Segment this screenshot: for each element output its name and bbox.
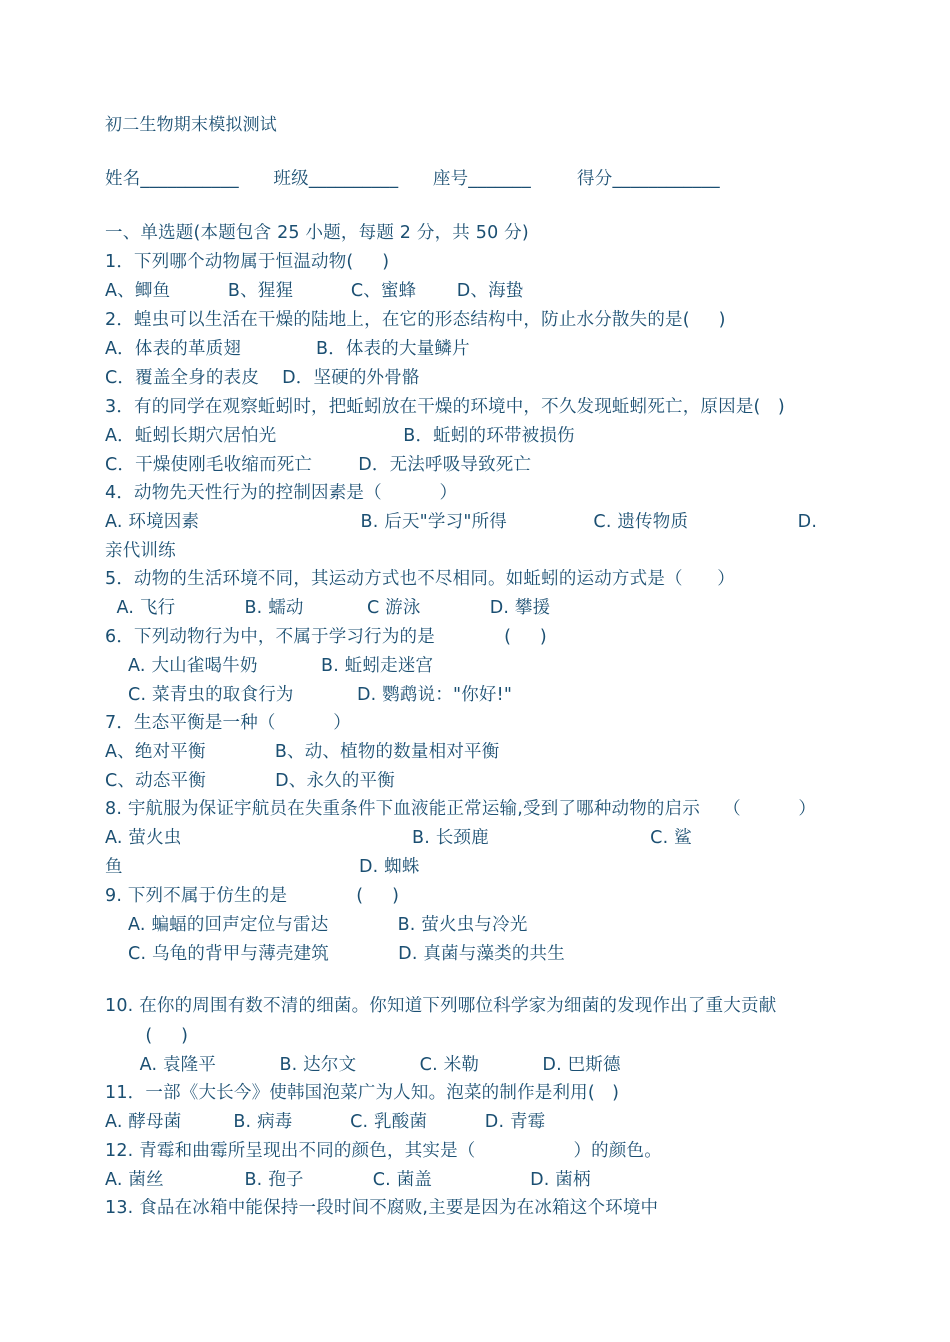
- option-line: 亲代训练: [105, 541, 176, 561]
- option-line: C．干燥使刚毛收缩而死亡 D．无法呼吸导致死亡: [105, 455, 532, 475]
- student-info-fields: 姓名___________ 班级__________ 座号_______ 得分____________: [105, 169, 720, 189]
- question-line: 1．下列哪个动物属于恒温动物( ): [105, 252, 390, 272]
- option-line: C．覆盖全身的表皮 D．坚硬的外骨骼: [105, 368, 420, 388]
- question-line: 12. 青霉和曲霉所呈现出不同的颜色，其实是（ ）的颜色。: [105, 1141, 662, 1161]
- option-line: A. 环境因素 B. 后天"学习"所得 C. 遗传物质 D.: [105, 512, 818, 532]
- exam-title: 初二生物期末模拟测试: [105, 115, 277, 135]
- question-line: 10. 在你的周围有数不清的细菌。你知道下列哪位科学家为细菌的发现作出了重大贡献: [105, 996, 777, 1016]
- question-line: 6．下列动物行为中，不属于学习行为的是 ( ): [105, 627, 547, 647]
- option-line: C. 菜青虫的取食行为 D. 鹦鹉说："你好!": [105, 685, 513, 705]
- question-line: 5．动物的生活环境不同，其运动方式也不尽相同。如蚯蚓的运动方式是（ ）: [105, 569, 736, 589]
- option-line: A. 菌丝 B. 孢子 C. 菌盖 D. 菌柄: [105, 1170, 591, 1190]
- option-line: A．蚯蚓长期穴居怕光 B．蚯蚓的环带被损伤: [105, 426, 575, 446]
- question-line: 4．动物先天性行为的控制因素是（ ）: [105, 483, 458, 503]
- question-line: 7．生态平衡是一种（ ）: [105, 713, 351, 733]
- question-line: 11．一部《大长今》使韩国泡菜广为人知。泡菜的制作是利用( ): [105, 1083, 620, 1103]
- option-line: 鱼 D. 蜘蛛: [105, 857, 420, 877]
- option-line: A. 蝙蝠的回声定位与雷达 B. 萤火虫与冷光: [105, 915, 528, 935]
- question-line: 2．蝗虫可以生活在干燥的陆地上，在它的形态结构中，防止水分散失的是( ): [105, 310, 726, 330]
- option-line: A. 袁隆平 B. 达尔文 C. 米勒 D. 巴斯德: [105, 1055, 621, 1075]
- question-line: 8. 宇航服为保证宇航员在失重条件下血液能正常运输,受到了哪种动物的启示 （ ）: [105, 799, 817, 819]
- option-line: C、动态平衡 D、永久的平衡: [105, 771, 395, 791]
- option-line: A．体表的革质翅 B．体表的大量鳞片: [105, 339, 470, 359]
- question-line: 3．有的同学在观察蚯蚓时，把蚯蚓放在干燥的环境中，不久发现蚯蚓死亡，原因是( ): [105, 397, 785, 417]
- option-line: A、绝对平衡 B、动、植物的数量相对平衡: [105, 742, 500, 762]
- section-heading: 一、单选题(本题包含 25 小题，每题 2 分，共 50 分): [105, 223, 529, 243]
- option-line: A. 酵母菌 B. 病毒 C. 乳酸菌 D. 青霉: [105, 1112, 546, 1132]
- option-line: C. 乌龟的背甲与薄壳建筑 D. 真菌与藻类的共生: [105, 944, 565, 964]
- option-line: A. 飞行 B. 蠕动 C 游泳 D. 攀援: [105, 598, 551, 618]
- option-line: A. 大山雀喝牛奶 B. 蚯蚓走迷宫: [105, 656, 434, 676]
- question-line: 9. 下列不属于仿生的是 ( ): [105, 886, 400, 906]
- option-line: A、鲫鱼 B、猩猩 C、蜜蜂 D、海蛰: [105, 281, 524, 301]
- answer-blank-line: ( ): [105, 1026, 189, 1046]
- option-line: A. 萤火虫 B. 长颈鹿 C. 鲨: [105, 828, 692, 848]
- question-line: 13. 食品在冰箱中能保持一段时间不腐败,主要是因为在冰箱这个环境中: [105, 1198, 659, 1218]
